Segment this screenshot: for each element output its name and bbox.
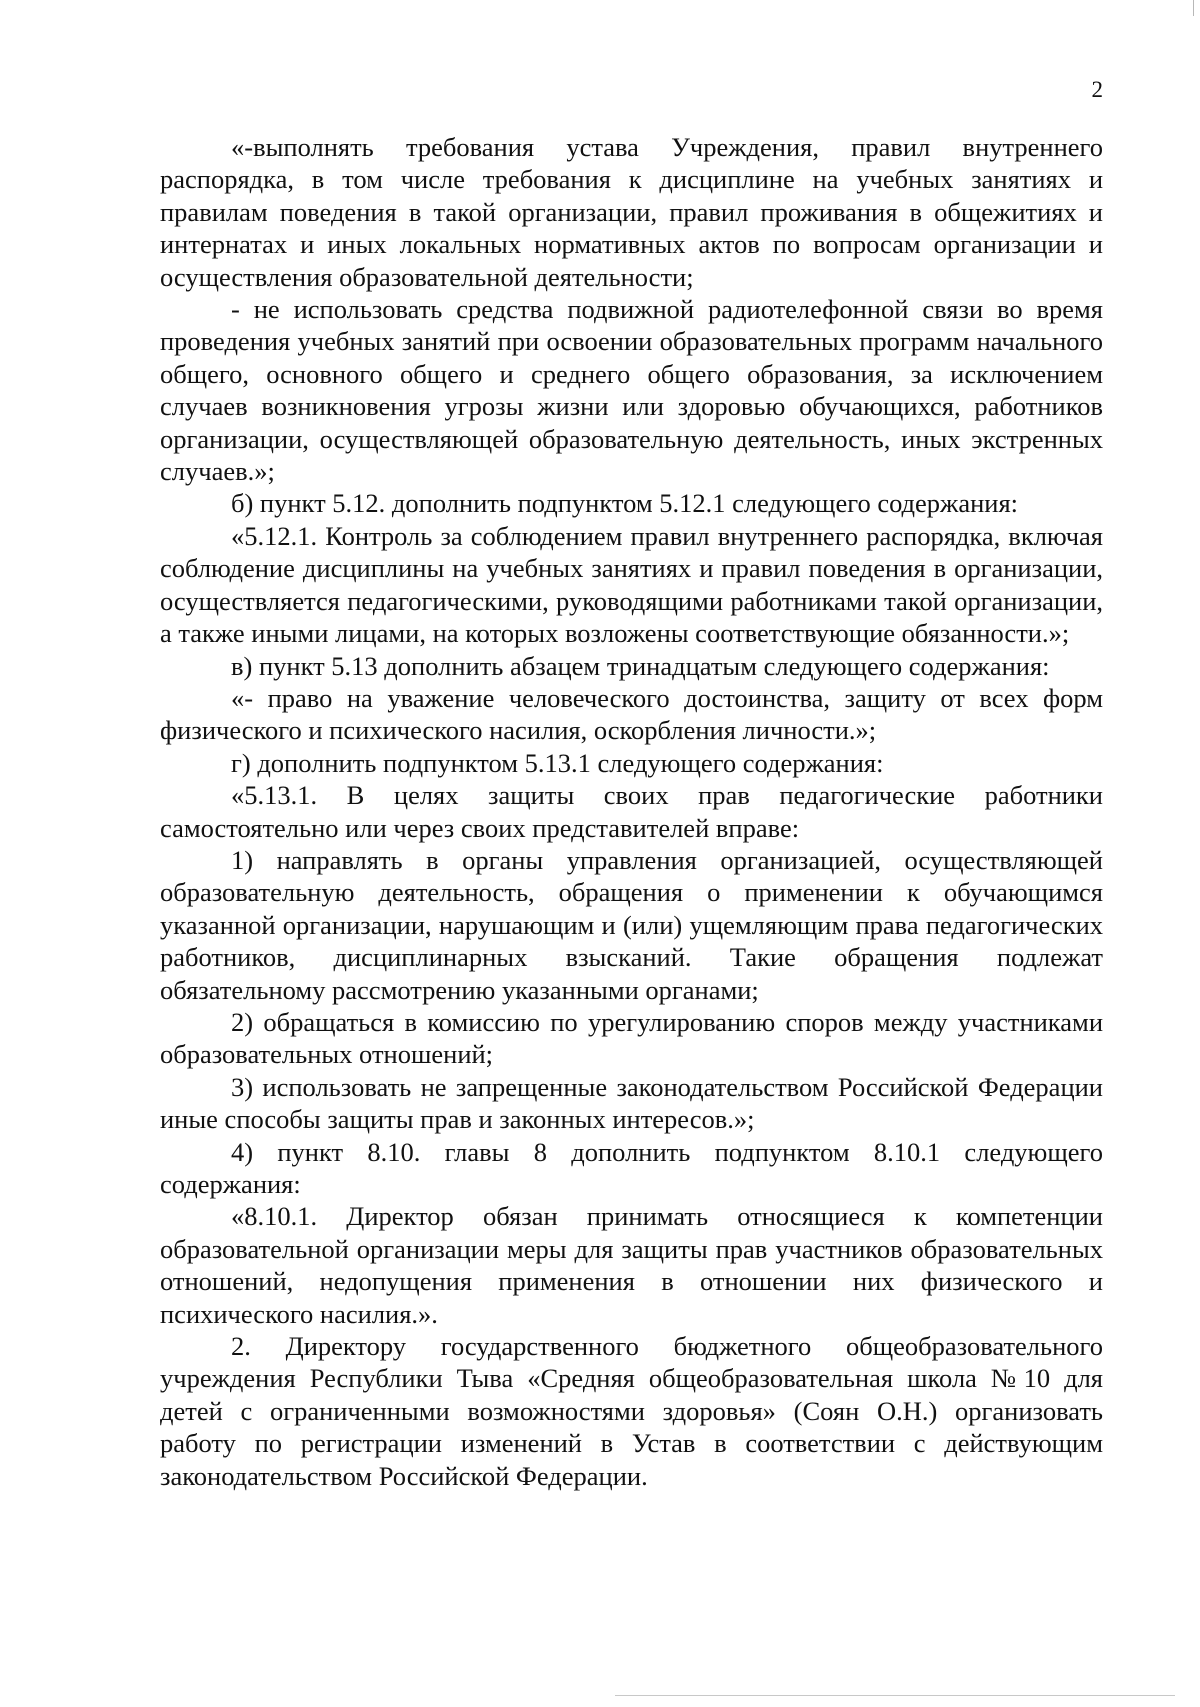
paragraph-item-b: б) пункт 5.12. дополнить подпунктом 5.12.1 следующего содержания:: [231, 488, 1019, 519]
paragraph-right-1: 1) направлять в органы управления организацией, осуществляющей образовательную деятельность, обращения о применении к обучающимся указанной организации, нарушающим и (или) ущемляющим права педагогических работников, дисциплинарных взысканий. Такие обращения подлежат обязательному рассмотрению указанными органами;: [160, 844, 1103, 1005]
scan-edge-mark: [1193, 0, 1194, 16]
paragraph-mobile-phones: - не использовать средства подвижной радиотелефонной связи во время проведения учебных занятий при освоении образовательных программ начального общего, основного общего и среднего общего образования, за исключением случаев возникновения угрозы жизни или здоровью обучающихся, работников организации, осуществляющей образовательную деятельность, иных экстренных случаев.»;: [160, 294, 1103, 487]
paragraph-5-12-1: «5.12.1. Контроль за соблюдением правил внутреннего распорядка, включая соблюдение дисциплины на учебных занятиях и правил поведения в организации, осуществляется педагогическими, руководящими работниками такой организации, а также иными лицами, на которых возложены соответствующие обязанности.»;: [160, 520, 1103, 649]
paragraph-dignity-right: «- право на уважение человеческого достоинства, защиту от всех форм физического и психического насилия, оскорбления личности.»;: [160, 682, 1103, 746]
paragraph-director-instruction: 2. Директору государственного бюджетного общеобразовательного учреждения Республики Тыва «Средняя общеобразовательная школа №10 для детей с ограниченными возможностями здоровья» (Соян О.Н.) организовать работу по регистрации изменений в Устав в соответствии с действующим законодательством Российской Федерации.: [160, 1331, 1103, 1491]
paragraph-item-g: г) дополнить подпунктом 5.13.1 следующего содержания:: [231, 747, 884, 778]
paragraph-item-4: 4) пункт 8.10. главы 8 дополнить подпунктом 8.10.1 следующего содержания:: [160, 1136, 1103, 1199]
paragraph-5-13-1: «5.13.1. В целях защиты своих прав педагогические работники самостоятельно или через своих представителей вправе:: [160, 780, 1103, 843]
paragraph-item-v: в) пункт 5.13 дополнить абзацем тринадцатым следующего содержания:: [231, 650, 1050, 681]
paragraph-right-2: 2) обращаться в комиссию по урегулированию споров между участниками образовательных отношений;: [160, 1006, 1103, 1070]
paragraph-obligations: «-выполнять требования устава Учреждения, правил внутреннего распорядка, в том числе требования к дисциплине на учебных занятиях и правилам поведения в такой организации, правил проживания в общежитиях и интернатах и иных локальных нормативных актов по вопросам организации и осуществления образовательной деятельности;: [160, 132, 1103, 292]
paragraph-right-3: 3) использовать не запрещенные законодательством Российской Федерации иные способы защиты прав и законных интересов.»;: [160, 1071, 1103, 1135]
document-body: [160, 131, 1103, 1492]
paragraph-8-10-1: «8.10.1. Директор обязан принимать относящиеся к компетенции образовательной организации меры для защиты прав участников образовательных отношений, недопущения применения в отношении них физического и психического насилия.».: [160, 1201, 1103, 1329]
scan-bottom-line: [615, 1695, 1175, 1696]
page-number: 2: [1091, 77, 1103, 102]
